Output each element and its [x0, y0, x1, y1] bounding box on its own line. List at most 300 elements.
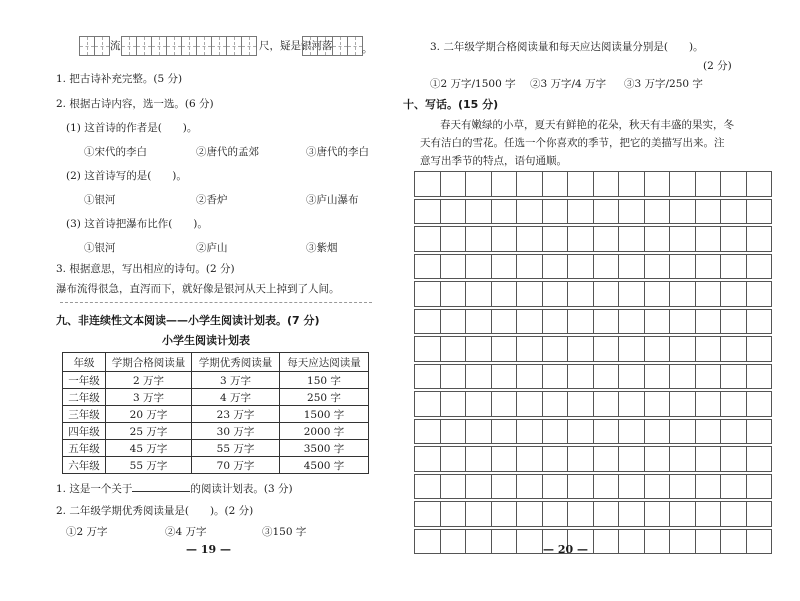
writing-cell[interactable]	[568, 282, 594, 307]
writing-cell[interactable]	[619, 172, 645, 197]
writing-cell[interactable]	[619, 337, 645, 362]
writing-cell[interactable]	[593, 419, 619, 444]
writing-cell[interactable]	[644, 474, 670, 499]
writing-cell[interactable]	[440, 364, 466, 389]
writing-cell[interactable]	[415, 392, 441, 417]
writing-cell[interactable]	[695, 474, 721, 499]
writing-cell[interactable]	[440, 254, 466, 279]
option[interactable]: ③唐代的李白	[306, 146, 369, 158]
writing-cell[interactable]	[466, 392, 492, 417]
writing-cell[interactable]	[542, 254, 568, 279]
section-divider	[60, 302, 372, 303]
writing-grid-row	[415, 419, 772, 444]
writing-cell[interactable]	[415, 474, 441, 499]
writing-cell[interactable]	[644, 364, 670, 389]
writing-cell[interactable]	[466, 172, 492, 197]
reading-plan-table	[62, 352, 369, 474]
table-cell: 四年级	[63, 423, 106, 440]
grid-cell[interactable]	[79, 36, 95, 56]
table-cell: 70 万字	[192, 457, 280, 474]
writing-cell[interactable]	[670, 529, 696, 554]
page-number: — 20 —	[543, 543, 588, 556]
writing-cell[interactable]	[440, 199, 466, 224]
question-1: 1. 把古诗补充完整。(5 分)	[56, 73, 183, 85]
writing-cell[interactable]	[593, 364, 619, 389]
table-cell: 30 万字	[192, 423, 280, 440]
writing-cell[interactable]	[695, 337, 721, 362]
writing-cell[interactable]	[619, 282, 645, 307]
writing-cell[interactable]	[619, 419, 645, 444]
table-row	[63, 457, 369, 474]
writing-grid-row	[415, 447, 772, 472]
writing-cell[interactable]	[440, 529, 466, 554]
writing-cell[interactable]	[491, 254, 517, 279]
writing-cell[interactable]	[721, 309, 747, 334]
writing-cell[interactable]	[491, 337, 517, 362]
writing-cell[interactable]	[721, 199, 747, 224]
writing-cell[interactable]	[670, 337, 696, 362]
writing-cell[interactable]	[670, 419, 696, 444]
writing-cell[interactable]	[440, 419, 466, 444]
writing-cell[interactable]	[644, 254, 670, 279]
writing-cell[interactable]	[670, 502, 696, 527]
table-cell: 4 万字	[192, 389, 280, 406]
writing-cell[interactable]	[695, 282, 721, 307]
writing-cell[interactable]	[746, 392, 772, 417]
writing-cell[interactable]	[542, 447, 568, 472]
writing-grid-row	[415, 309, 772, 334]
table-cell: 1500 字	[280, 406, 369, 423]
writing-cell[interactable]	[721, 172, 747, 197]
writing-cell[interactable]	[695, 254, 721, 279]
writing-cell[interactable]	[568, 502, 594, 527]
writing-cell[interactable]	[466, 447, 492, 472]
writing-cell[interactable]	[568, 309, 594, 334]
writing-cell[interactable]	[440, 502, 466, 527]
grid-cell[interactable]	[166, 36, 182, 56]
writing-cell[interactable]	[619, 447, 645, 472]
question-text: 1. 这是一个关于	[56, 483, 133, 495]
writing-cell[interactable]	[746, 254, 772, 279]
writing-cell[interactable]	[695, 529, 721, 554]
writing-cell[interactable]	[415, 502, 441, 527]
writing-cell[interactable]	[568, 364, 594, 389]
writing-cell[interactable]	[542, 392, 568, 417]
writing-cell[interactable]	[644, 309, 670, 334]
writing-cell[interactable]	[721, 529, 747, 554]
writing-cell[interactable]	[466, 502, 492, 527]
writing-grid-row	[415, 474, 772, 499]
writing-cell[interactable]	[721, 502, 747, 527]
table-cell: 3 万字	[192, 372, 280, 389]
writing-grid-row	[415, 502, 772, 527]
poem-char: 流	[110, 40, 121, 52]
writing-cell[interactable]	[695, 419, 721, 444]
writing-cell[interactable]	[415, 172, 441, 197]
section-10-title: 十、写话。(15 分)	[403, 98, 499, 111]
writing-cell[interactable]	[670, 392, 696, 417]
table-cell: 五年级	[63, 440, 106, 457]
writing-cell[interactable]	[415, 364, 441, 389]
writing-cell[interactable]	[644, 337, 670, 362]
table-cell: 三年级	[63, 406, 106, 423]
writing-cell[interactable]	[491, 392, 517, 417]
writing-cell[interactable]	[542, 172, 568, 197]
grid-cell[interactable]	[181, 36, 197, 56]
writing-prompt-line: 意写出季节的特点，语句通顺。	[420, 155, 567, 167]
section-9-title: 九、非连续性文本阅读——小学生阅读计划表。(7 分)	[56, 314, 320, 327]
writing-grid-row	[415, 172, 772, 197]
writing-cell[interactable]	[491, 282, 517, 307]
grid-cell[interactable]	[196, 36, 212, 56]
writing-cell[interactable]	[568, 392, 594, 417]
writing-cell[interactable]	[517, 474, 543, 499]
table-cell: 2 万字	[106, 372, 192, 389]
poem-text: 尺，疑是银河落	[259, 40, 333, 52]
grid-cell[interactable]	[347, 36, 363, 56]
writing-cell[interactable]	[593, 172, 619, 197]
writing-cell[interactable]	[466, 364, 492, 389]
writing-cell[interactable]	[695, 364, 721, 389]
writing-cell[interactable]	[491, 227, 517, 252]
question-text: 的阅读计划表。(3 分)	[190, 483, 293, 495]
writing-cell[interactable]	[695, 392, 721, 417]
writing-cell[interactable]	[542, 364, 568, 389]
writing-cell[interactable]	[593, 529, 619, 554]
question-2-1: (1) 这首诗的作者是( )。	[66, 122, 198, 134]
writing-cell[interactable]	[746, 364, 772, 389]
column-header: 每天应达阅读量	[280, 353, 369, 372]
grid-cell[interactable]	[151, 36, 167, 56]
writing-cell[interactable]	[542, 474, 568, 499]
table-row	[63, 406, 369, 423]
writing-cell[interactable]	[415, 419, 441, 444]
writing-cell[interactable]	[670, 199, 696, 224]
writing-cell[interactable]	[466, 419, 492, 444]
writing-cell[interactable]	[746, 447, 772, 472]
poem-grid-2[interactable]	[121, 36, 256, 56]
writing-cell[interactable]	[644, 392, 670, 417]
writing-cell[interactable]	[695, 172, 721, 197]
writing-cell[interactable]	[517, 337, 543, 362]
poem-period: 。	[362, 43, 373, 55]
writing-cell[interactable]	[542, 309, 568, 334]
writing-cell[interactable]	[568, 254, 594, 279]
writing-cell[interactable]	[440, 447, 466, 472]
writing-cell[interactable]	[721, 364, 747, 389]
writing-grid-row	[415, 337, 772, 362]
option[interactable]: ①宋代的李白	[84, 146, 147, 158]
writing-cell[interactable]	[670, 172, 696, 197]
poem-grid-3[interactable]	[302, 36, 362, 56]
writing-cell[interactable]	[415, 199, 441, 224]
writing-cell[interactable]	[644, 172, 670, 197]
question-3: 3. 二年级学期合格阅读量和每天应达阅读量分别是( )。	[430, 41, 704, 53]
grid-cell[interactable]	[302, 36, 318, 56]
writing-grid-row	[415, 254, 772, 279]
table-cell: 55 万字	[192, 440, 280, 457]
writing-cell[interactable]	[619, 227, 645, 252]
writing-cell[interactable]	[568, 474, 594, 499]
writing-cell[interactable]	[568, 337, 594, 362]
option[interactable]: ②庐山	[196, 242, 228, 254]
writing-cell[interactable]	[644, 282, 670, 307]
writing-cell[interactable]	[542, 502, 568, 527]
writing-cell[interactable]	[466, 282, 492, 307]
writing-cell[interactable]	[466, 227, 492, 252]
writing-cell[interactable]	[593, 254, 619, 279]
writing-grid-row	[415, 529, 772, 554]
writing-cell[interactable]	[466, 309, 492, 334]
writing-cell[interactable]	[415, 337, 441, 362]
writing-cell[interactable]	[619, 392, 645, 417]
option[interactable]: ②香炉	[196, 194, 228, 206]
writing-cell[interactable]	[517, 502, 543, 527]
writing-cell[interactable]	[491, 529, 517, 554]
writing-cell[interactable]	[746, 227, 772, 252]
writing-cell[interactable]	[568, 227, 594, 252]
table-cell: 45 万字	[106, 440, 192, 457]
writing-cell[interactable]	[491, 474, 517, 499]
writing-cell[interactable]	[670, 364, 696, 389]
writing-cell[interactable]	[619, 474, 645, 499]
writing-cell[interactable]	[415, 227, 441, 252]
writing-cell[interactable]	[746, 529, 772, 554]
writing-cell[interactable]	[491, 309, 517, 334]
table-cell: 20 万字	[106, 406, 192, 423]
writing-cell[interactable]	[517, 419, 543, 444]
writing-cell[interactable]	[619, 309, 645, 334]
writing-cell[interactable]	[542, 337, 568, 362]
writing-cell[interactable]	[721, 392, 747, 417]
writing-cell[interactable]	[517, 529, 543, 554]
table-cell: 55 万字	[106, 457, 192, 474]
writing-cell[interactable]	[568, 447, 594, 472]
writing-cell[interactable]	[670, 282, 696, 307]
writing-cell[interactable]	[746, 172, 772, 197]
writing-cell[interactable]	[491, 199, 517, 224]
writing-cell[interactable]	[644, 447, 670, 472]
writing-cell[interactable]	[695, 447, 721, 472]
writing-cell[interactable]	[670, 447, 696, 472]
writing-cell[interactable]	[721, 419, 747, 444]
table-cell: 一年级	[63, 372, 106, 389]
question-3-score: (2 分)	[703, 60, 732, 72]
section-9-question-2: 2. 二年级学期优秀阅读量是( )。(2 分)	[56, 505, 254, 517]
grid-cell[interactable]	[211, 36, 227, 56]
writing-cell[interactable]	[746, 474, 772, 499]
writing-cell[interactable]	[491, 364, 517, 389]
option[interactable]: ③150 字	[262, 526, 307, 538]
writing-cell[interactable]	[466, 337, 492, 362]
writing-cell[interactable]	[440, 392, 466, 417]
column-header: 学期优秀阅读量	[192, 353, 280, 372]
writing-cell[interactable]	[440, 309, 466, 334]
writing-cell[interactable]	[670, 227, 696, 252]
table-cell: 25 万字	[106, 423, 192, 440]
writing-prompt-line: 春天有嫩绿的小草，夏天有鲜艳的花朵，秋天有丰盛的果实，冬	[440, 119, 734, 131]
writing-cell[interactable]	[440, 172, 466, 197]
writing-cell[interactable]	[644, 227, 670, 252]
option[interactable]: ①2 万字/1500 字	[430, 78, 516, 90]
writing-cell[interactable]	[721, 282, 747, 307]
writing-cell[interactable]	[746, 502, 772, 527]
option[interactable]: ③3 万字/250 字	[624, 78, 703, 90]
writing-cell[interactable]	[695, 227, 721, 252]
writing-cell[interactable]	[466, 529, 492, 554]
table-cell: 2000 字	[280, 423, 369, 440]
writing-cell[interactable]	[695, 199, 721, 224]
writing-cell[interactable]	[517, 282, 543, 307]
writing-cell[interactable]	[517, 364, 543, 389]
writing-cell[interactable]	[746, 337, 772, 362]
writing-cell[interactable]	[721, 474, 747, 499]
writing-cell[interactable]	[542, 419, 568, 444]
table-row	[63, 372, 369, 389]
writing-cell[interactable]	[491, 419, 517, 444]
grid-cell[interactable]	[136, 36, 152, 56]
writing-cell[interactable]	[746, 199, 772, 224]
option[interactable]: ②3 万字/4 万字	[530, 78, 607, 90]
grid-cell[interactable]	[226, 36, 242, 56]
writing-cell[interactable]	[593, 447, 619, 472]
writing-cell[interactable]	[644, 529, 670, 554]
writing-cell[interactable]	[644, 419, 670, 444]
writing-cell[interactable]	[440, 474, 466, 499]
grid-cell[interactable]	[317, 36, 333, 56]
writing-cell[interactable]	[415, 309, 441, 334]
writing-cell[interactable]	[415, 447, 441, 472]
writing-cell[interactable]	[619, 502, 645, 527]
table-cell: 4500 字	[280, 457, 369, 474]
writing-cell[interactable]	[721, 447, 747, 472]
question-2-2: (2) 这首诗写的是( )。	[66, 170, 187, 182]
writing-cell[interactable]	[593, 502, 619, 527]
writing-cell[interactable]	[517, 309, 543, 334]
writing-cell[interactable]	[568, 199, 594, 224]
writing-cell[interactable]	[491, 447, 517, 472]
answer-blank[interactable]	[132, 481, 190, 492]
writing-cell[interactable]	[542, 227, 568, 252]
writing-cell[interactable]	[466, 254, 492, 279]
writing-grid-row	[415, 282, 772, 307]
writing-cell[interactable]	[542, 199, 568, 224]
option[interactable]: ①银河	[84, 242, 116, 254]
table-row	[63, 440, 369, 457]
option[interactable]: ①2 万字	[66, 526, 108, 538]
writing-cell[interactable]	[619, 254, 645, 279]
writing-cell[interactable]	[619, 529, 645, 554]
question-2: 2. 根据古诗内容，选一选。(6 分)	[56, 98, 214, 110]
writing-cell[interactable]	[517, 254, 543, 279]
writing-cell[interactable]	[491, 502, 517, 527]
writing-cell[interactable]	[670, 254, 696, 279]
column-header: 年级	[63, 353, 106, 372]
column-header: 学期合格阅读量	[106, 353, 192, 372]
writing-grid-row	[415, 392, 772, 417]
table-cell: 六年级	[63, 457, 106, 474]
writing-cell[interactable]	[517, 227, 543, 252]
writing-cell[interactable]	[721, 337, 747, 362]
option[interactable]: ③庐山瀑布	[306, 194, 359, 206]
question-3-text: 瀑布流得很急，直泻而下，就好像是银河从天上掉到了人间。	[56, 283, 340, 295]
option[interactable]: ①银河	[84, 194, 116, 206]
writing-cell[interactable]	[593, 392, 619, 417]
writing-grid-row	[415, 199, 772, 224]
writing-cell[interactable]	[644, 502, 670, 527]
writing-cell[interactable]	[466, 474, 492, 499]
writing-cell[interactable]	[517, 392, 543, 417]
writing-cell[interactable]	[517, 199, 543, 224]
writing-cell[interactable]	[695, 502, 721, 527]
writing-grid-row	[415, 227, 772, 252]
table-title: 小学生阅读计划表	[162, 334, 250, 347]
writing-cell[interactable]	[568, 172, 594, 197]
writing-cell[interactable]	[721, 227, 747, 252]
writing-cell[interactable]	[440, 227, 466, 252]
writing-cell[interactable]	[695, 309, 721, 334]
writing-cell[interactable]	[568, 419, 594, 444]
table-header-row	[63, 353, 369, 372]
writing-cell[interactable]	[440, 282, 466, 307]
table-cell: 3500 字	[280, 440, 369, 457]
writing-cell[interactable]	[721, 254, 747, 279]
writing-cell[interactable]	[491, 172, 517, 197]
writing-cell[interactable]	[670, 474, 696, 499]
writing-cell[interactable]	[415, 529, 441, 554]
writing-cell[interactable]	[619, 199, 645, 224]
writing-cell[interactable]	[415, 254, 441, 279]
table-row	[63, 389, 369, 406]
question-3: 3. 根据意思，写出相应的诗句。(2 分)	[56, 263, 235, 275]
writing-cell[interactable]	[542, 282, 568, 307]
option[interactable]: ③紫烟	[306, 242, 338, 254]
table-cell: 二年级	[63, 389, 106, 406]
table-cell: 150 字	[280, 372, 369, 389]
writing-cell[interactable]	[644, 199, 670, 224]
table-cell: 250 字	[280, 389, 369, 406]
poem-grid-1[interactable]	[79, 36, 109, 56]
option[interactable]: ②唐代的孟郊	[196, 146, 259, 158]
writing-cell[interactable]	[619, 364, 645, 389]
option[interactable]: ②4 万字	[165, 526, 207, 538]
writing-cell[interactable]	[517, 447, 543, 472]
writing-cell[interactable]	[593, 474, 619, 499]
writing-cell[interactable]	[746, 419, 772, 444]
writing-cell[interactable]	[517, 172, 543, 197]
writing-prompt-line: 天有洁白的雪花。任选一个你喜欢的季节，把它的美描写出来。注	[420, 137, 725, 149]
writing-cell[interactable]	[593, 227, 619, 252]
grid-cell[interactable]	[121, 36, 137, 56]
page-number: — 19 —	[186, 543, 231, 556]
writing-cell[interactable]	[466, 199, 492, 224]
writing-cell[interactable]	[593, 309, 619, 334]
question-2-3: (3) 这首诗把瀑布比作( )。	[66, 218, 208, 230]
grid-cell[interactable]	[332, 36, 348, 56]
writing-cell[interactable]	[593, 282, 619, 307]
grid-cell[interactable]	[94, 36, 110, 56]
writing-cell[interactable]	[670, 309, 696, 334]
writing-cell[interactable]	[593, 337, 619, 362]
writing-cell[interactable]	[440, 337, 466, 362]
writing-grid[interactable]	[414, 171, 772, 554]
grid-cell[interactable]	[241, 36, 257, 56]
writing-cell[interactable]	[746, 309, 772, 334]
writing-cell[interactable]	[415, 282, 441, 307]
writing-cell[interactable]	[746, 282, 772, 307]
writing-cell[interactable]	[593, 199, 619, 224]
writing-grid-row	[415, 364, 772, 389]
